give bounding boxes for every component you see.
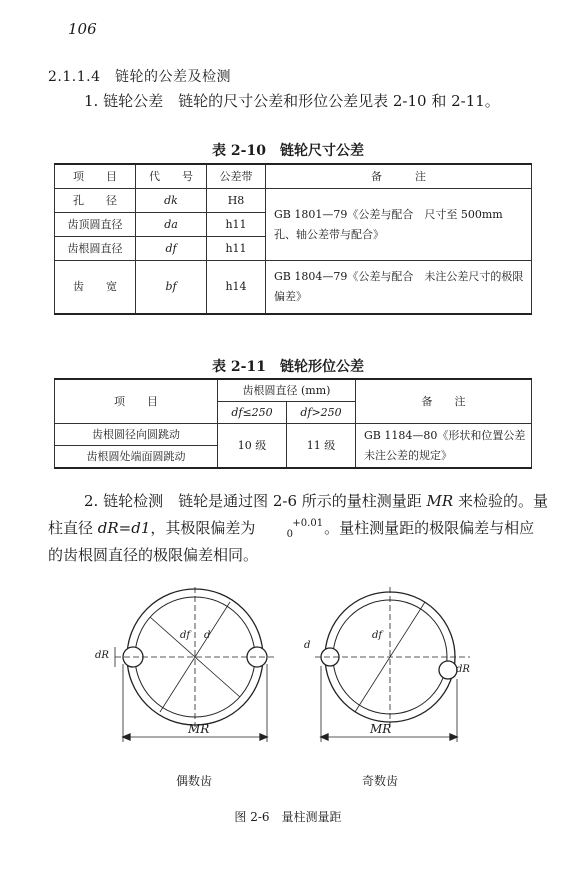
header-root-diameter: 齿根圆直径 (mm) [218, 379, 356, 402]
odd-teeth-diagram [315, 587, 470, 742]
table1-caption: 表 2-10 链轮尺寸公差 [212, 143, 364, 159]
figure-caption: 图 2-6 量柱测量距 [234, 810, 342, 824]
table-header-row [55, 164, 532, 189]
label-d-left: d [204, 630, 211, 641]
cell-grade-10: 10 级 [218, 424, 287, 469]
cell-item: 齿 宽 [55, 261, 136, 315]
caption-even-teeth: 偶数齿 [176, 774, 213, 788]
cell-item: 齿根圆处端面圆跳动 [55, 446, 218, 469]
cell-note-gb1184: GB 1184—80《形状和位置公差 未注公差的规定》 [356, 424, 532, 469]
text-segment: 来检验的。量柱直径 [48, 492, 548, 537]
text-segment: 。量柱测量距的极限偏差与相应的齿根圆直径的极限偏差相同。 [48, 519, 535, 564]
deviation-upper: +0.01 [292, 518, 324, 529]
cell-code: df [136, 237, 207, 261]
label-mr-right: MR [370, 722, 392, 736]
table-row [55, 189, 532, 213]
table2-caption: 表 2-11 链轮形位公差 [212, 359, 364, 375]
label-mr-left: MR [188, 722, 210, 736]
symbol-mr: MR [426, 492, 454, 510]
measurement-figure [90, 582, 510, 752]
header-code: 代 号 [136, 164, 207, 189]
section-heading: 2.1.1.4 链轮的公差及检测 [48, 69, 231, 85]
cell-code: da [136, 213, 207, 237]
cell-code: dk [136, 189, 207, 213]
label-dr-right: dR [456, 664, 470, 675]
deviation-lower: 0 [286, 529, 293, 540]
label-d-right: d [304, 640, 311, 651]
text-segment: ，其极限偏差为 [150, 519, 256, 537]
cell-tolerance: h11 [207, 213, 266, 237]
label-df-right: df [372, 630, 383, 641]
header-tolerance: 公差带 [207, 164, 266, 189]
header-df-gt-250: df>250 [287, 402, 356, 424]
label-df-left: df [180, 630, 191, 641]
form-tolerance-table [54, 378, 537, 469]
paragraph-tolerance: 1. 链轮公差 链轮的尺寸公差和形位公差见表 2-10 和 2-11。 [84, 92, 500, 110]
text-segment: 2. 链轮检测 链轮是通过图 2-6 所示的量柱测量距 [84, 492, 427, 510]
cell-tolerance: h11 [207, 237, 266, 261]
cell-note-gb1801: GB 1801—79《公差与配合 尺寸至 500mm 孔、轴公差带与配合》 [266, 189, 532, 261]
paragraph-inspection [48, 488, 548, 569]
header-item: 项 目 [55, 164, 136, 189]
header-note: 备 注 [356, 379, 532, 424]
cell-code: bf [136, 261, 207, 315]
pin-right-b [439, 661, 457, 679]
header-note: 备 注 [266, 164, 532, 189]
table-header-row [55, 379, 532, 402]
caption-odd-teeth: 奇数齿 [362, 774, 399, 788]
size-tolerance-table [54, 163, 532, 315]
table-row [55, 424, 532, 446]
header-item: 项 目 [55, 379, 218, 424]
cell-grade-11: 11 级 [287, 424, 356, 469]
page-number: 106 [68, 20, 97, 38]
cell-note-gb1804: GB 1804—79《公差与配合 未注公差尺寸的极限偏差》 [266, 261, 532, 315]
cell-item: 孔 径 [55, 189, 136, 213]
even-teeth-diagram [115, 587, 275, 742]
header-df-le-250: df≤250 [218, 402, 287, 424]
cell-item: 齿根圆径向圆跳动 [55, 424, 218, 446]
cell-item: 齿顶圆直径 [55, 213, 136, 237]
equation-dr: dR=d1 [97, 519, 151, 537]
label-dr-left: dR [95, 650, 109, 661]
table-row [55, 261, 532, 315]
cell-item: 齿根圆直径 [55, 237, 136, 261]
cell-tolerance: h14 [207, 261, 266, 315]
deviation-fraction [256, 518, 323, 540]
cell-tolerance: H8 [207, 189, 266, 213]
